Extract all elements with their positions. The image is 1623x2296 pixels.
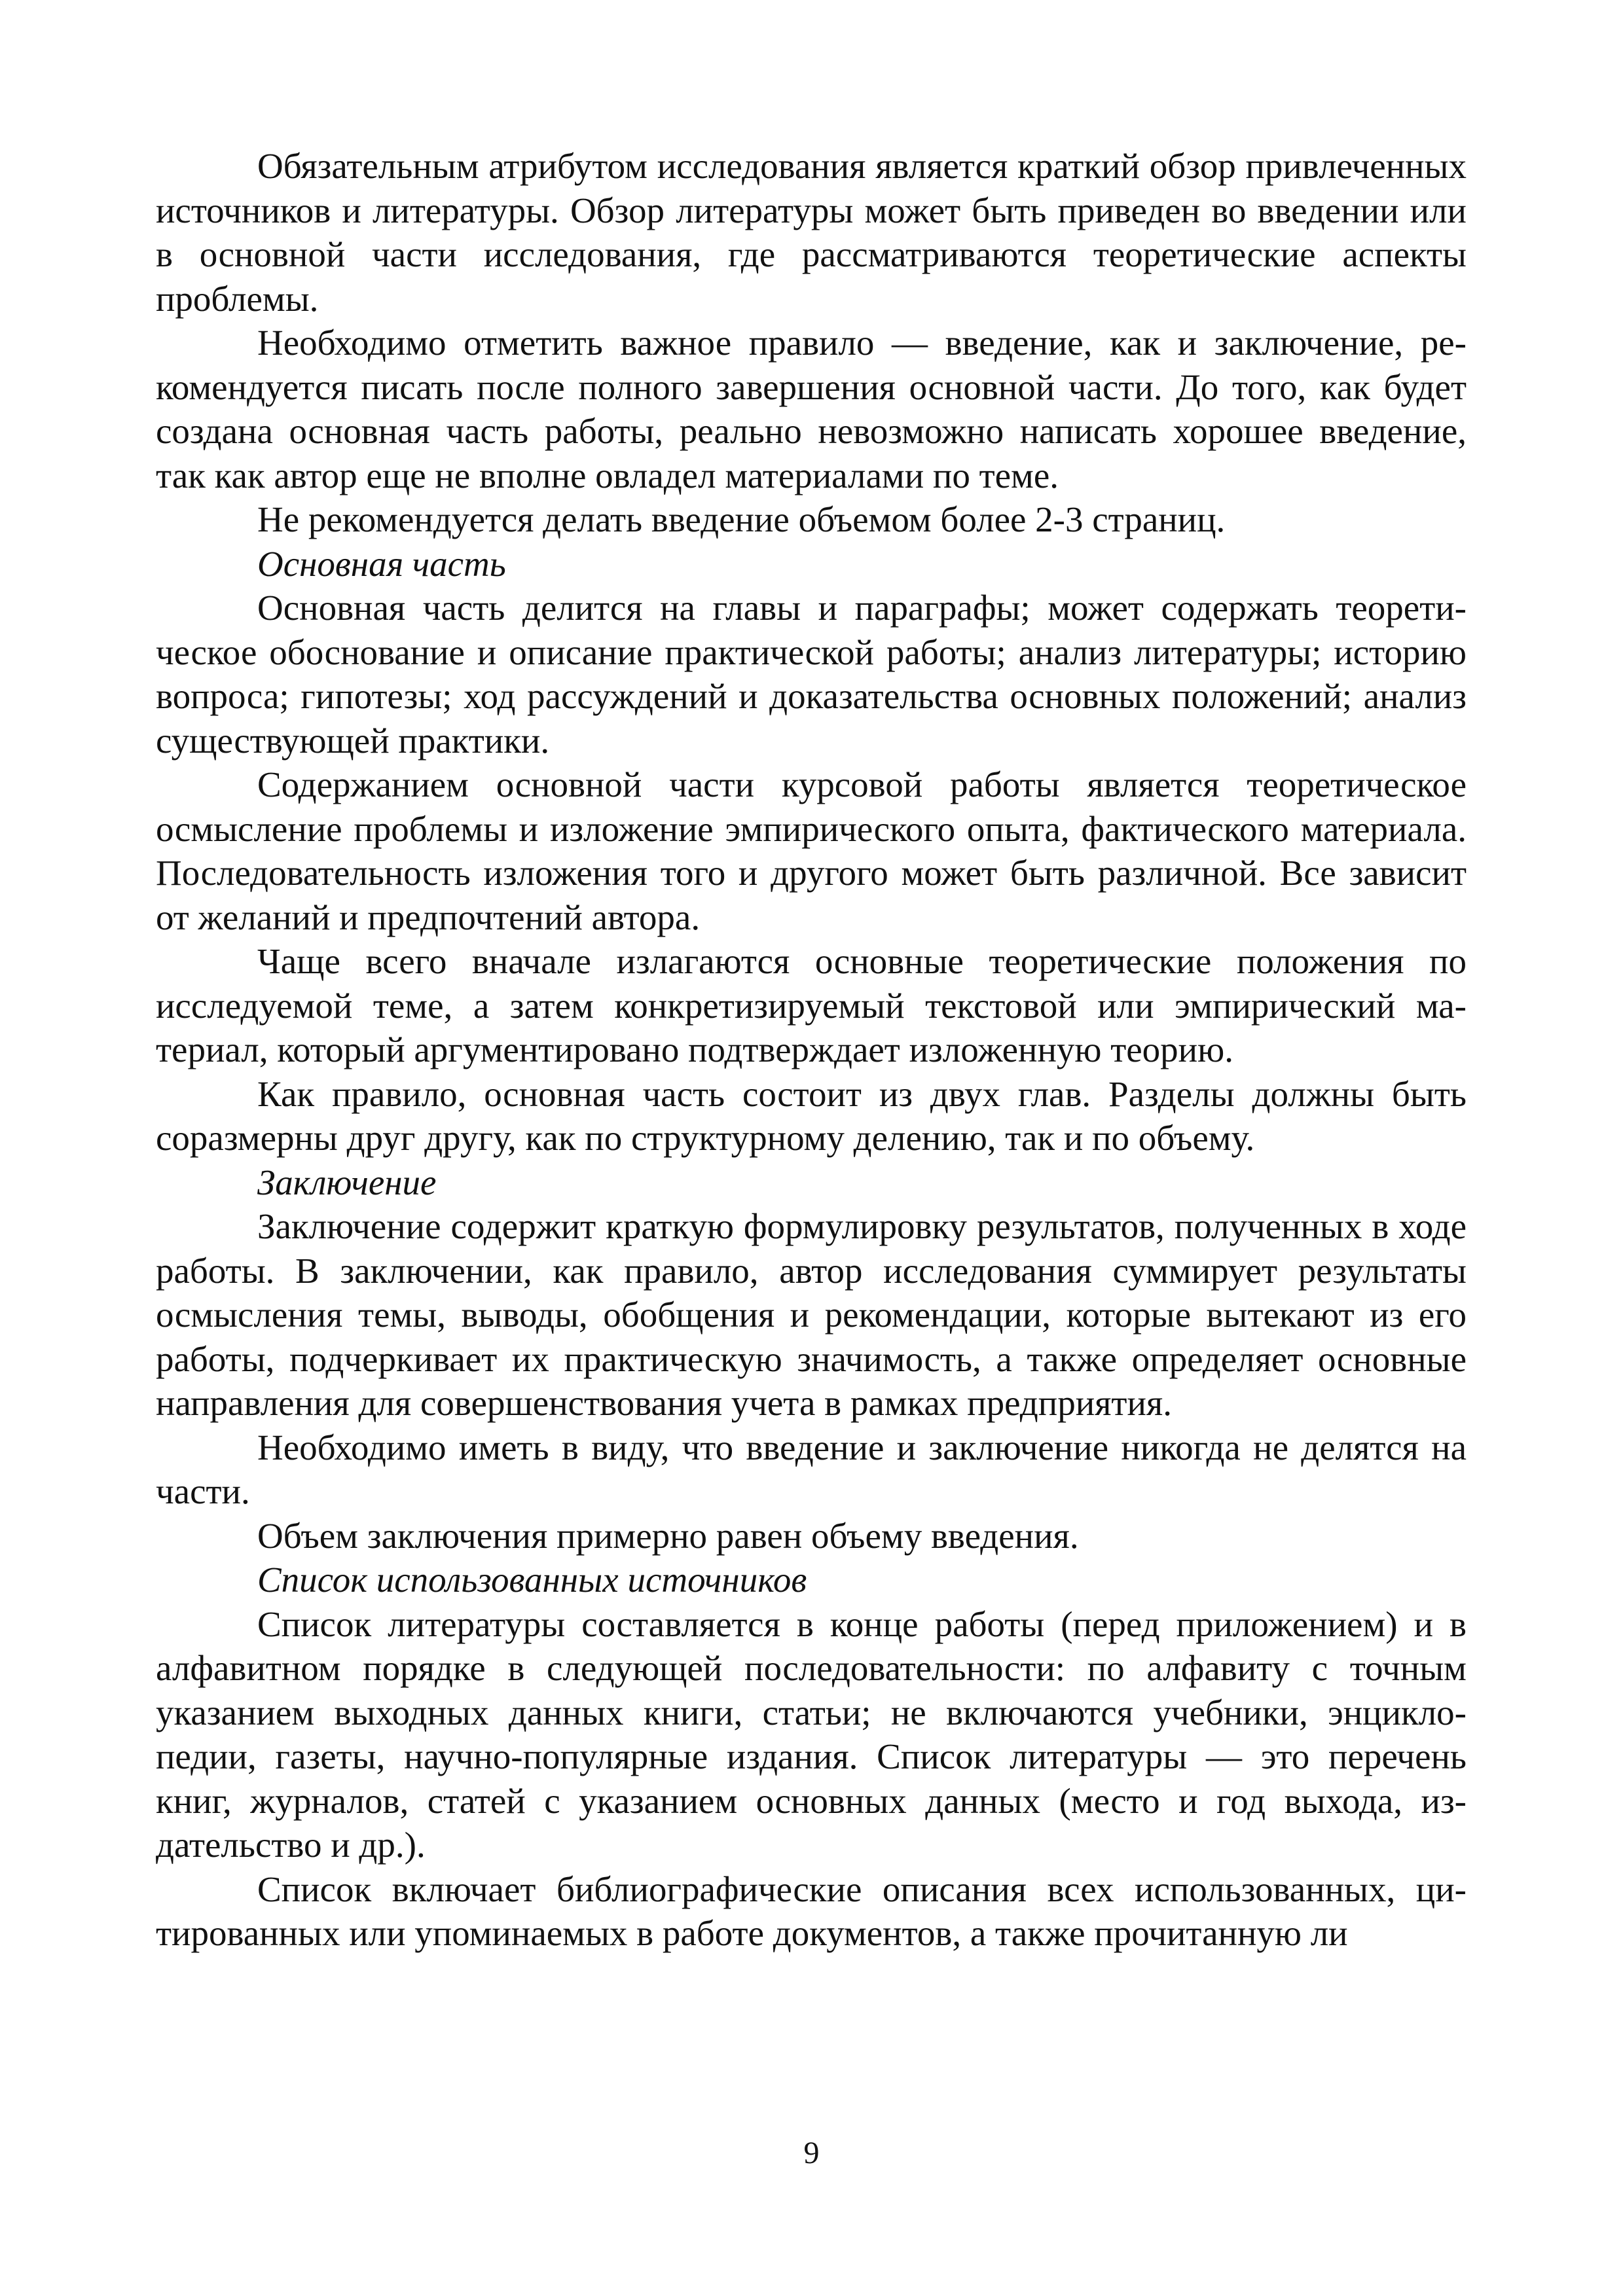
document-page: [156, 144, 1467, 1956]
paragraph-main-part-order: Чаще всего вначале излагаются основные теоретические положения по исследуемой теме, а затем конкретизируемый текстовой или эмпирический материал, который аргументировано подтверждает изложенную теорию.: [156, 941, 1467, 1069]
page-number: 9: [803, 2136, 820, 2170]
paragraph-introduction-length: Не рекомендуется делать введение объемом более 2-3 страниц.: [257, 499, 1226, 539]
paragraph-main-part-structure: Основная часть делится на главы и параграфы; может содержать теоретическое обоснование и описание практической работы; анализ литературы; историю вопроса; гипотезы; ход рассуждений и доказательства основных положений; анализ существующей практики.: [156, 588, 1467, 761]
paragraph-conclusion-not-divided: Необходимо иметь в виду, что введение и заключение никогда не делятся на части.: [156, 1427, 1467, 1511]
heading-sources: Список использованных источников: [257, 1560, 807, 1600]
heading-main-part: Основная часть: [257, 543, 506, 584]
paragraph-main-part-chapters: Как правило, основная часть состоит из двух глав. Разделы должны быть соразмерны друг другу, как по структурному делению, так и по объему.: [156, 1073, 1467, 1158]
paragraph-literature-review: Обязательным атрибутом исследования является краткий обзор привлеченных источников и литературы. Обзор литературы может быть приведен во введении или в основной части исследования, где рассматриваются теоретические аспекты проблемы.: [156, 146, 1467, 319]
heading-conclusion: Заключение: [257, 1162, 437, 1202]
paragraph-conclusion-length: Объем заключения примерно равен объему введения.: [257, 1515, 1079, 1556]
paragraph-introduction-rule: Необходимо отметить важное правило — введение, как и заключение, рекомендуется писать после полного завершения основной части. До того, как будет создана основная часть работы, реально невозможно написать хорошее введение, так как автор еще не вполне овладел материалами по теме.: [156, 323, 1467, 495]
paragraph-sources-order: Список литературы составляется в конце работы (перед приложением) и в алфавитном порядке в следующей последовательности: по алфавиту с точным указанием выходных данных книги, статьи; не включаются учебники, энциклопедии, газеты, научно-популярные издания. Список литературы — это перечень книг, журналов, статей с указанием основных данных (место и год выхода, издательство и др.).: [156, 1604, 1467, 1865]
paragraph-conclusion-content: Заключение содержит краткую формулировку результатов, полученных в ходе работы. В заключении, как правило, автор исследования суммирует результаты осмысления темы, выводы, обобщения и рекомендации, которые вытекают из его работы, подчеркивает их практическую значимость, а также определяет основные направления для совершенствования учета в рамках предприятия.: [156, 1206, 1467, 1423]
paragraph-sources-content: Список включает библиографические описания всех использованных, цитированных или упоминаемых в работе документов, а также прочитанную ли: [156, 1869, 1467, 1953]
paragraph-main-part-content: Содержанием основной части курсовой работы является теоретическое осмысление проблемы и изложение эмпирического опыта, фактического материала. Последовательность изложения того и другого может быть различной. Все зависит от желаний и предпочтений автора.: [156, 764, 1467, 937]
